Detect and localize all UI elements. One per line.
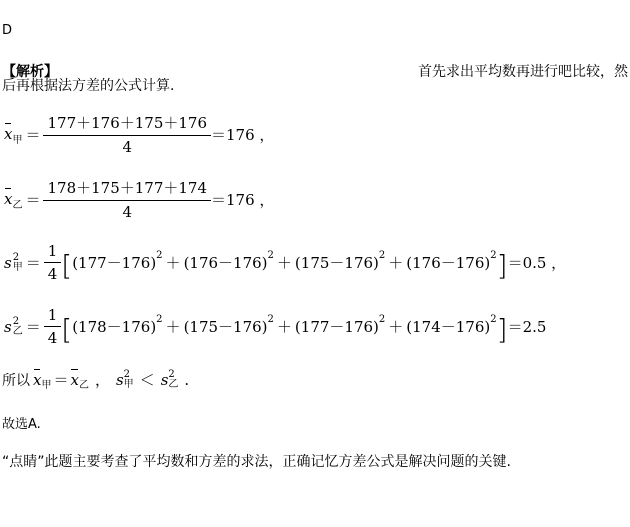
variance-yi-result: ＝2.5 xyxy=(507,318,547,336)
term: (174－176) xyxy=(406,318,491,336)
fraction-numerator: 178＋175＋177＋174 xyxy=(47,179,208,197)
term: (178－176) xyxy=(72,318,157,336)
conclusion-line: 所以 x 甲 ＝ x 乙 ， s 2 甲 ＜ s 2 乙 . xyxy=(2,368,190,391)
variance-jia-formula: s 2 甲 ＝ $\frac{1}{4}$ [ (177－176) 2 ＋ (176－176) 2 ＋ (175－176) 2 ＋ (176－176) 2 ] ＝0.5 ， xyxy=(4,242,567,283)
xbar-symbol: x xyxy=(4,125,13,143)
fraction-denominator: 4 xyxy=(43,135,211,156)
subscript-jia: 甲 xyxy=(12,261,23,273)
mean-jia-fraction xyxy=(45,112,209,156)
fraction-numerator: 177＋176＋175＋176 xyxy=(47,114,208,132)
subscript-yi: 乙 xyxy=(12,199,23,211)
conclusion-prefix: 所以 xyxy=(2,372,30,389)
comment-line: “点睛”此题主要考查了平均数和方差的求法，正确记忆方差公式是解决问题的关键. xyxy=(2,454,511,470)
mean-yi-result: ＝176 ， xyxy=(211,190,275,209)
analysis-intro: 首先求出平均数再进行吧比较，然 xyxy=(418,64,628,80)
coef-fraction: $\frac{1}{4}$ xyxy=(46,306,60,347)
term: (175－176) xyxy=(183,318,268,336)
subscript-yi: 乙 xyxy=(12,325,23,337)
term: (176－176) xyxy=(183,254,268,272)
variance-jia-result: ＝0.5 ， xyxy=(507,254,567,272)
coef-fraction: $\frac{1}{4}$ xyxy=(46,242,60,283)
term: (177－176) xyxy=(294,318,379,336)
mean-yi-fraction xyxy=(45,177,209,221)
analysis-intro-continued: 后再根据法方差的公式计算. xyxy=(2,78,175,94)
subscript-jia: 甲 xyxy=(12,134,23,146)
answer-letter: D xyxy=(2,23,13,38)
mean-yi-formula: x 乙 ＝ $\frac{178+175+177+174}{4}$ ＝176 ， xyxy=(4,179,275,221)
term: (176－176) xyxy=(406,254,491,272)
mean-jia-formula: x 甲 ＝ $\frac{177+176+175+176}{4}$ ＝176 ， xyxy=(4,114,275,156)
mean-jia-result: ＝176 ， xyxy=(211,125,275,144)
analysis-header: 【解析】 xyxy=(2,64,58,80)
variance-yi-formula: s 2 乙 ＝ $\frac{1}{4}$ [ (178－176) 2 ＋ (175－176) 2 ＋ (177－176) 2 ＋ (174－176) 2 ] ＝2.5 xyxy=(4,306,547,347)
xbar-symbol: x xyxy=(4,190,13,208)
term: (175－176) xyxy=(294,254,379,272)
choice-line: 故选A. xyxy=(2,417,41,432)
fraction-denominator: 4 xyxy=(43,200,211,221)
term: (177－176) xyxy=(72,254,157,272)
